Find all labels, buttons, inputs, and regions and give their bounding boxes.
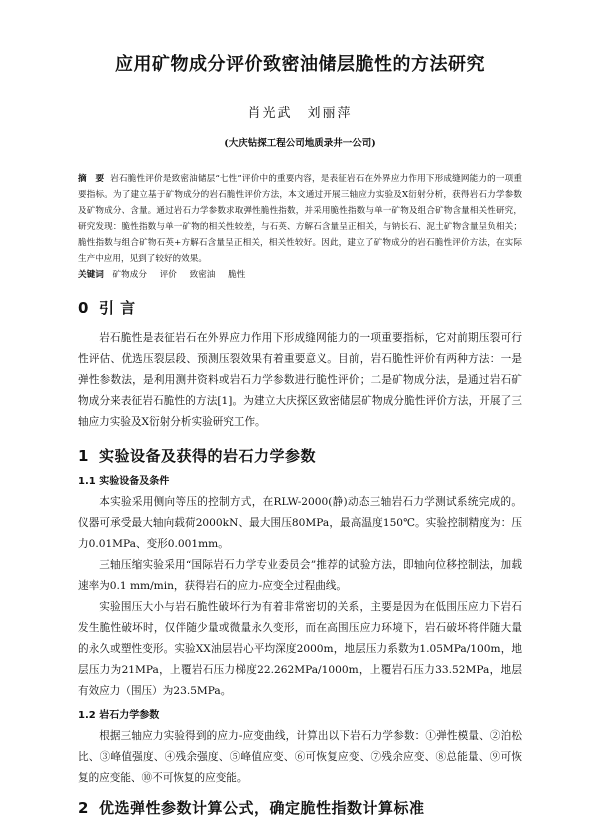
keywords <box>78 267 522 283</box>
paragraph: 本实验采用侧向等压的控制方式，在RLW-2000(静)动态三轴岩石力学测试系统完成的。仪器可承受最大轴向载荷2000kN、最大围压80MPa，最高温度150℃。实验控制精度为：压力0.01MPa、变形0.001mm。 <box>78 496 522 550</box>
affiliation: (大庆钻探工程公司地质录井一公司) <box>224 138 376 149</box>
abstract <box>78 171 522 267</box>
paragraph: 三轴压缩实验采用“国际岩石力学专业委员会”推荐的试验方法，即轴向位移控制法，加载速率为0.1 mm/min，获得岩石的应力-应变全过程曲线。 <box>78 559 522 592</box>
keyword: 评价 <box>159 270 177 280</box>
section-title: 实验设备及获得的岩石力学参数 <box>98 447 316 465</box>
keyword: 矿物成分 <box>112 270 147 280</box>
subsection-heading: 1.2 岩石力学参数 <box>78 710 160 721</box>
subsection-heading: 1.1 实验设备及条件 <box>78 476 170 487</box>
keyword: 脆性 <box>228 270 246 280</box>
abstract-text: 岩石脆性评价是致密油储层“七性”评价中的重要内容，是表征岩石在外界应力作用下形成缝网能力的一项重要指标。为了建立基于矿物成分的岩石脆性评价方法，本文通过开展三轴应力实验及X衍射分析，获得岩石力学参数及矿物成分、含量。通过岩石力学参数求取弹性脆性指数，并采用脆性指数与单一矿物及组合矿物含量相关性研究，研究发现：脆性指数与单一矿物的相关性较差，与石英、方解石含量呈正相关，与钠长石、泥土矿物含量呈负相关；脆性指数与组合矿物石英+方解石含量呈正相关，相关性较好。因此，建立了矿物成分的岩石脆性评价方法，在实际生产中应用，见到了较好的效果。 <box>78 174 522 264</box>
paragraph: 实验围压大小与岩石脆性破坏行为有着非常密切的关系，主要是因为在低围压应力下岩石发生脆性破坏时，仅伴随少量或微量永久变形，而在高围压应力环境下，岩石破坏将伴随大量的永久或塑性变形。实验XX油层岩心平均深度2000m，地层压力系数为1.05MPa/100m，地层压力为21MPa，上覆岩石压力梯度22.262MPa/1000m，上覆岩石压力33.52MPa，地层有效应力（围压）为23.5MPa。 <box>78 601 522 697</box>
section-number: 2 <box>78 799 89 817</box>
paragraph: 岩石脆性是表征岩石在外界应力作用下形成缝网能力的一项重要指标，它对前期压裂可行性评估、优选压裂层段、预测压裂效果有着重要意义。目前，岩石脆性评价有两种方法：一是弹性参数法，是利用测井资料或岩石力学参数进行脆性评价；二是矿物成分法，是通过岩石矿物成分来表征岩石脆性的方法[1]。为建立大庆探区致密储层矿物成分脆性评价方法，开展了三轴应力实验及X衍射分析实验研究工作。 <box>78 332 522 428</box>
keywords-label: 关键词 <box>78 270 104 280</box>
section-title: 引 言 <box>98 299 136 317</box>
section-heading-introduction <box>78 297 522 318</box>
abstract-label: 摘 要 <box>78 174 105 184</box>
authors: 肖光武 刘丽萍 <box>247 106 353 121</box>
section-heading-elastic-parameters <box>78 797 522 818</box>
paper-title: 应用矿物成分评价致密油储层脆性的方法研究 <box>115 54 485 75</box>
paragraph: 根据三轴应力实验得到的应力-应变曲线，计算出以下岩石力学参数：①弹性模量、②泊松比、③峰值强度、④残余强度、⑤峰值应变、⑥可恢复应变、⑦残余应变、⑧总能量、⑨可恢复的应变能、⑩不可恢复的应变能。 <box>78 730 522 784</box>
section-number: 1 <box>78 447 89 465</box>
keyword: 致密油 <box>189 270 216 280</box>
section-heading-experiment <box>78 445 522 466</box>
section-number: 0 <box>78 299 89 317</box>
section-title: 优选弹性参数计算公式，确定脆性指数计算标准 <box>98 799 425 817</box>
